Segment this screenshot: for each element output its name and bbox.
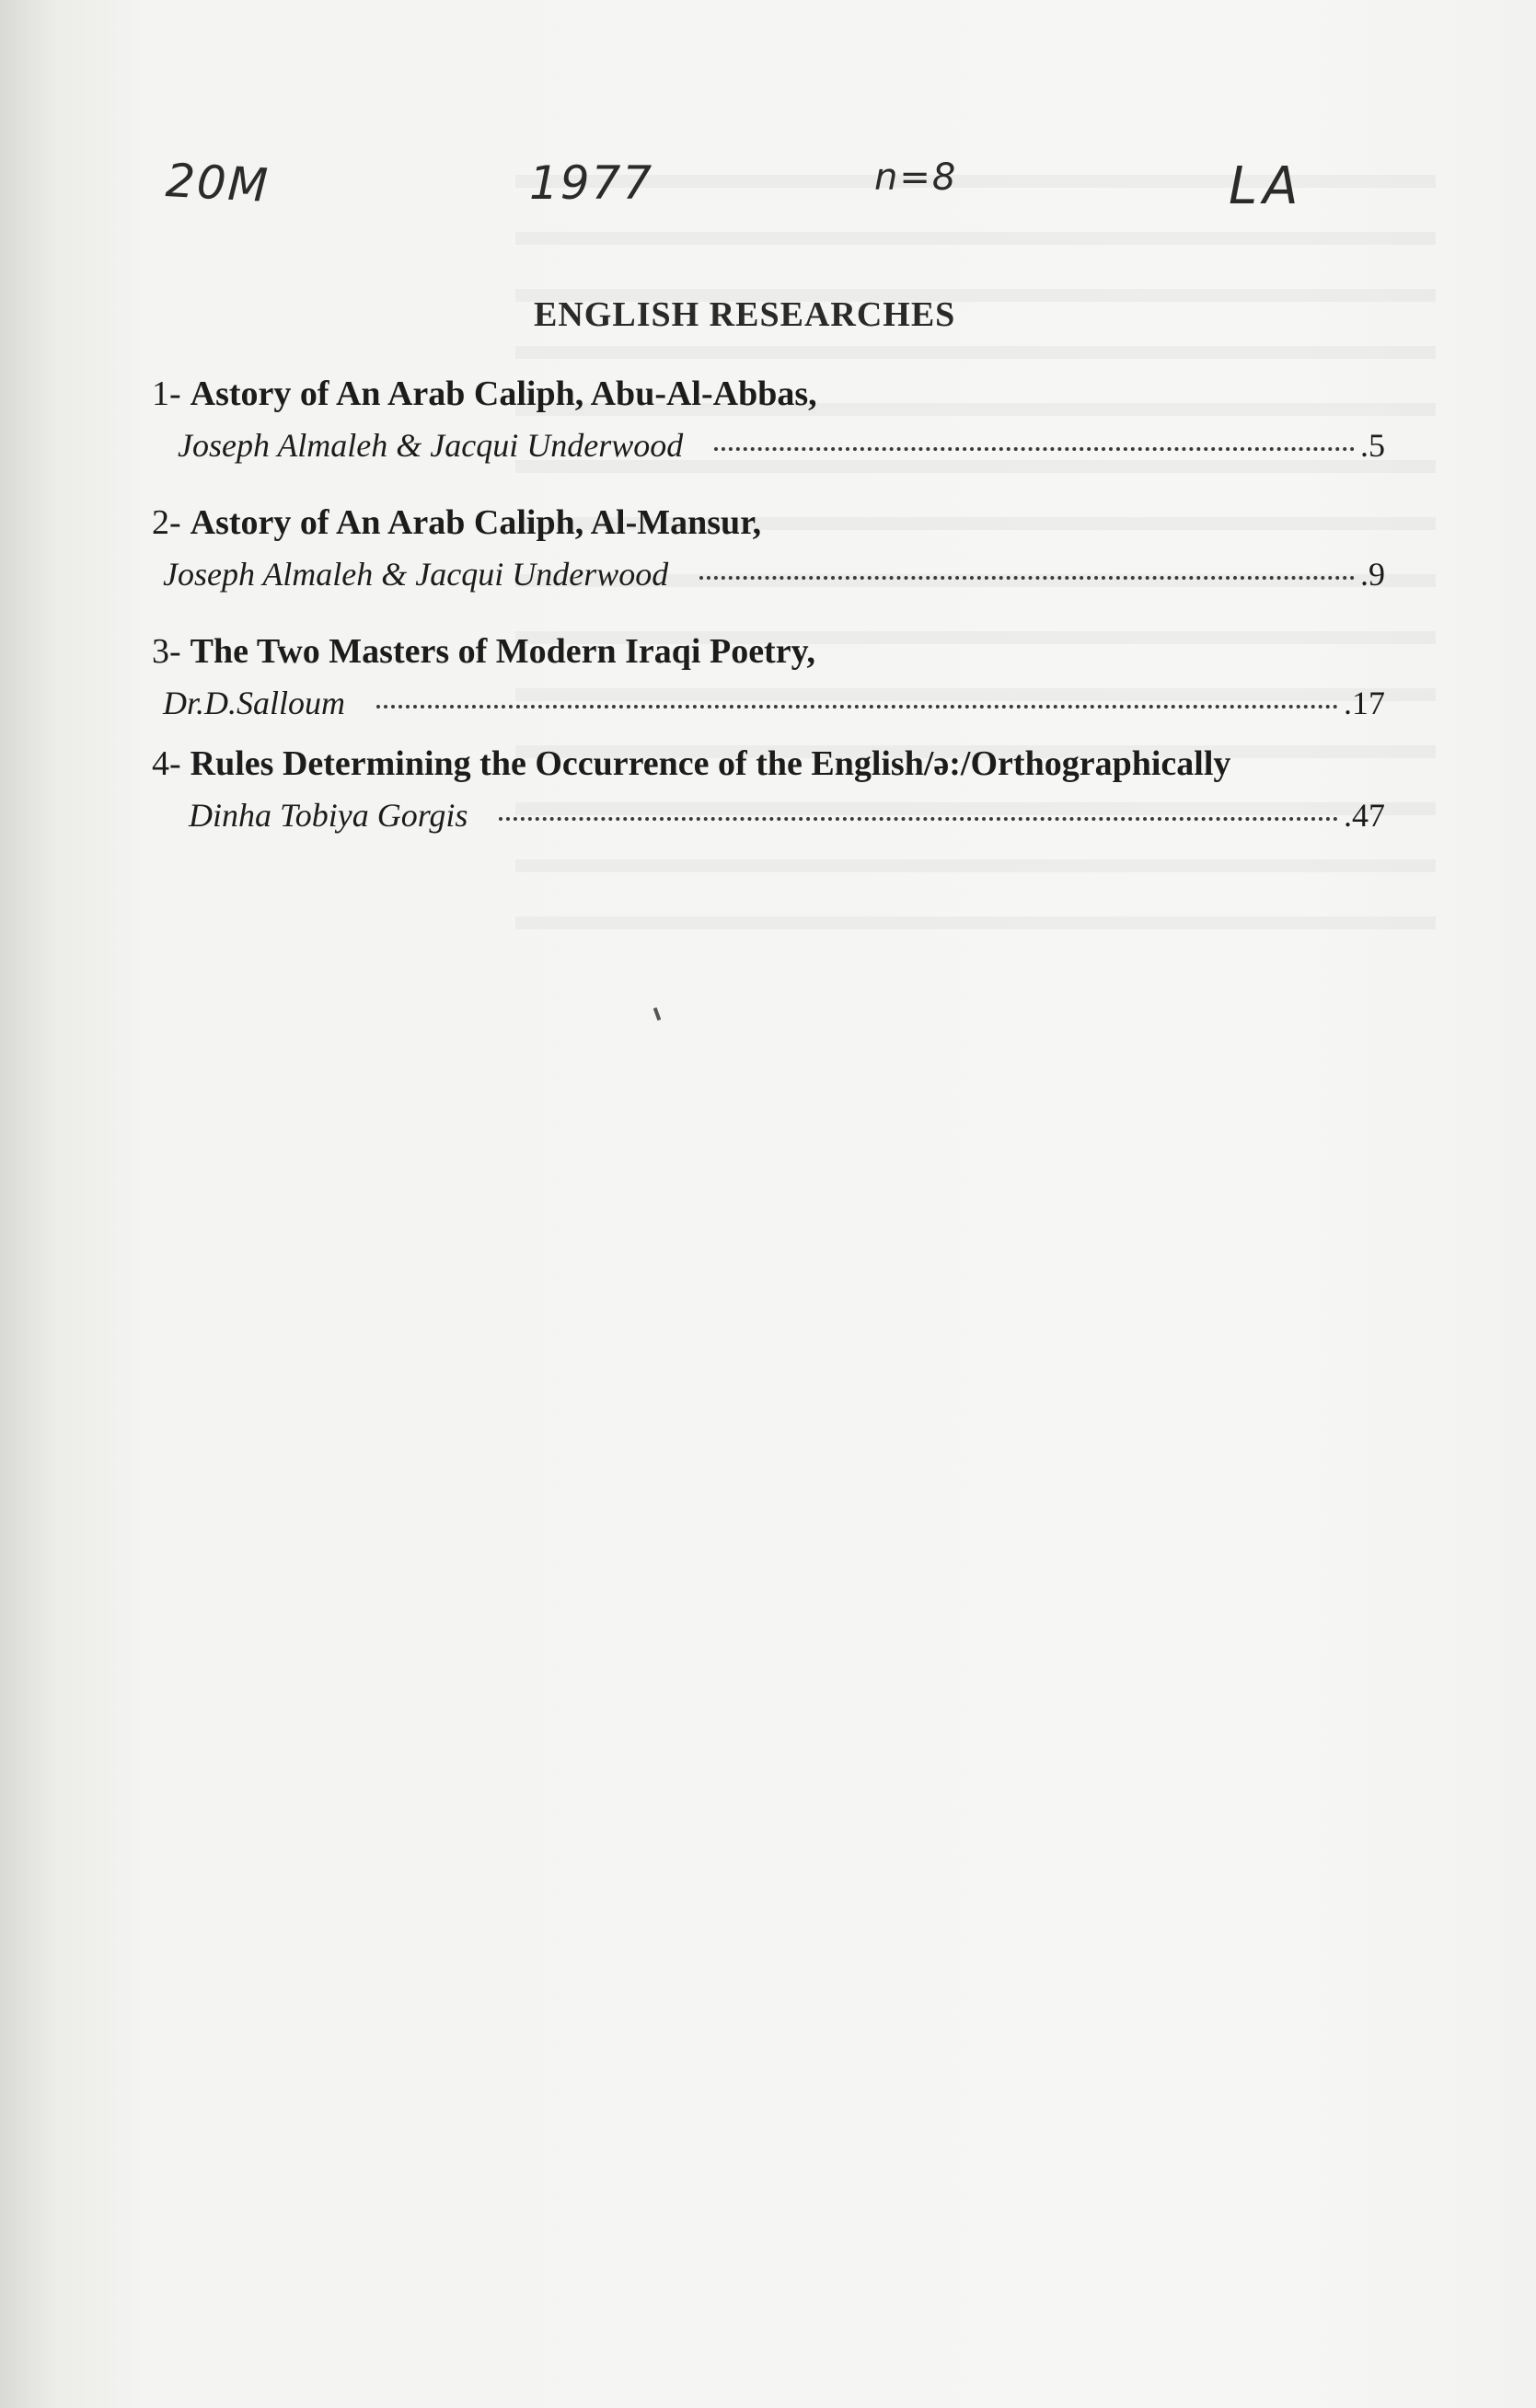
entry-page-number: .47 (1344, 797, 1385, 834)
entry-author-line (152, 793, 1385, 837)
toc-entry (152, 629, 1413, 725)
toc-entry (152, 742, 1413, 837)
entry-title: Rules Determining the Occurrence of the English/ə:/Orthographically (190, 744, 1231, 783)
entry-page-number: .5 (1360, 427, 1385, 464)
handwritten-note: 1977 (529, 156, 654, 210)
ink-speck (653, 1008, 662, 1021)
entry-author-line (152, 552, 1385, 596)
handwritten-note: LA (1229, 156, 1304, 216)
entry-author: Dr.D.Salloum (163, 685, 346, 721)
entry-author: Dinha Tobiya Gorgis (189, 797, 468, 834)
entry-number: 1- (152, 374, 181, 413)
toc-entry (152, 501, 1413, 596)
toc-entry (152, 372, 1413, 467)
section-heading: ENGLISH RESEARCHES (534, 295, 956, 334)
handwritten-note: 20M (164, 154, 271, 213)
entry-number: 3- (152, 632, 181, 671)
entry-author: Joseph Almaleh & Jacqui Underwood (163, 556, 669, 593)
entry-title-line (152, 742, 1413, 786)
entry-author-line (152, 423, 1385, 467)
entry-author: Joseph Almaleh & Jacqui Underwood (178, 427, 684, 464)
dot-leader (699, 576, 1355, 580)
dot-leader (714, 447, 1355, 451)
entry-title-line (152, 501, 1413, 545)
entry-number: 2- (152, 503, 181, 542)
handwritten-note: n=8 (874, 156, 958, 199)
dot-leader (499, 817, 1338, 821)
entry-author-line (152, 681, 1385, 725)
entry-page-number: .9 (1360, 556, 1385, 593)
entry-title: Astory of An Arab Caliph, Abu-Al-Abbas, (190, 374, 817, 413)
dot-leader (376, 705, 1338, 709)
entry-title-line (152, 629, 1413, 674)
entry-title: Astory of An Arab Caliph, Al-Mansur, (190, 503, 762, 542)
entry-number: 4- (152, 744, 181, 783)
entry-page-number: .17 (1344, 685, 1385, 721)
entry-title-line (152, 372, 1413, 416)
entry-title: The Two Masters of Modern Iraqi Poetry, (190, 632, 815, 671)
